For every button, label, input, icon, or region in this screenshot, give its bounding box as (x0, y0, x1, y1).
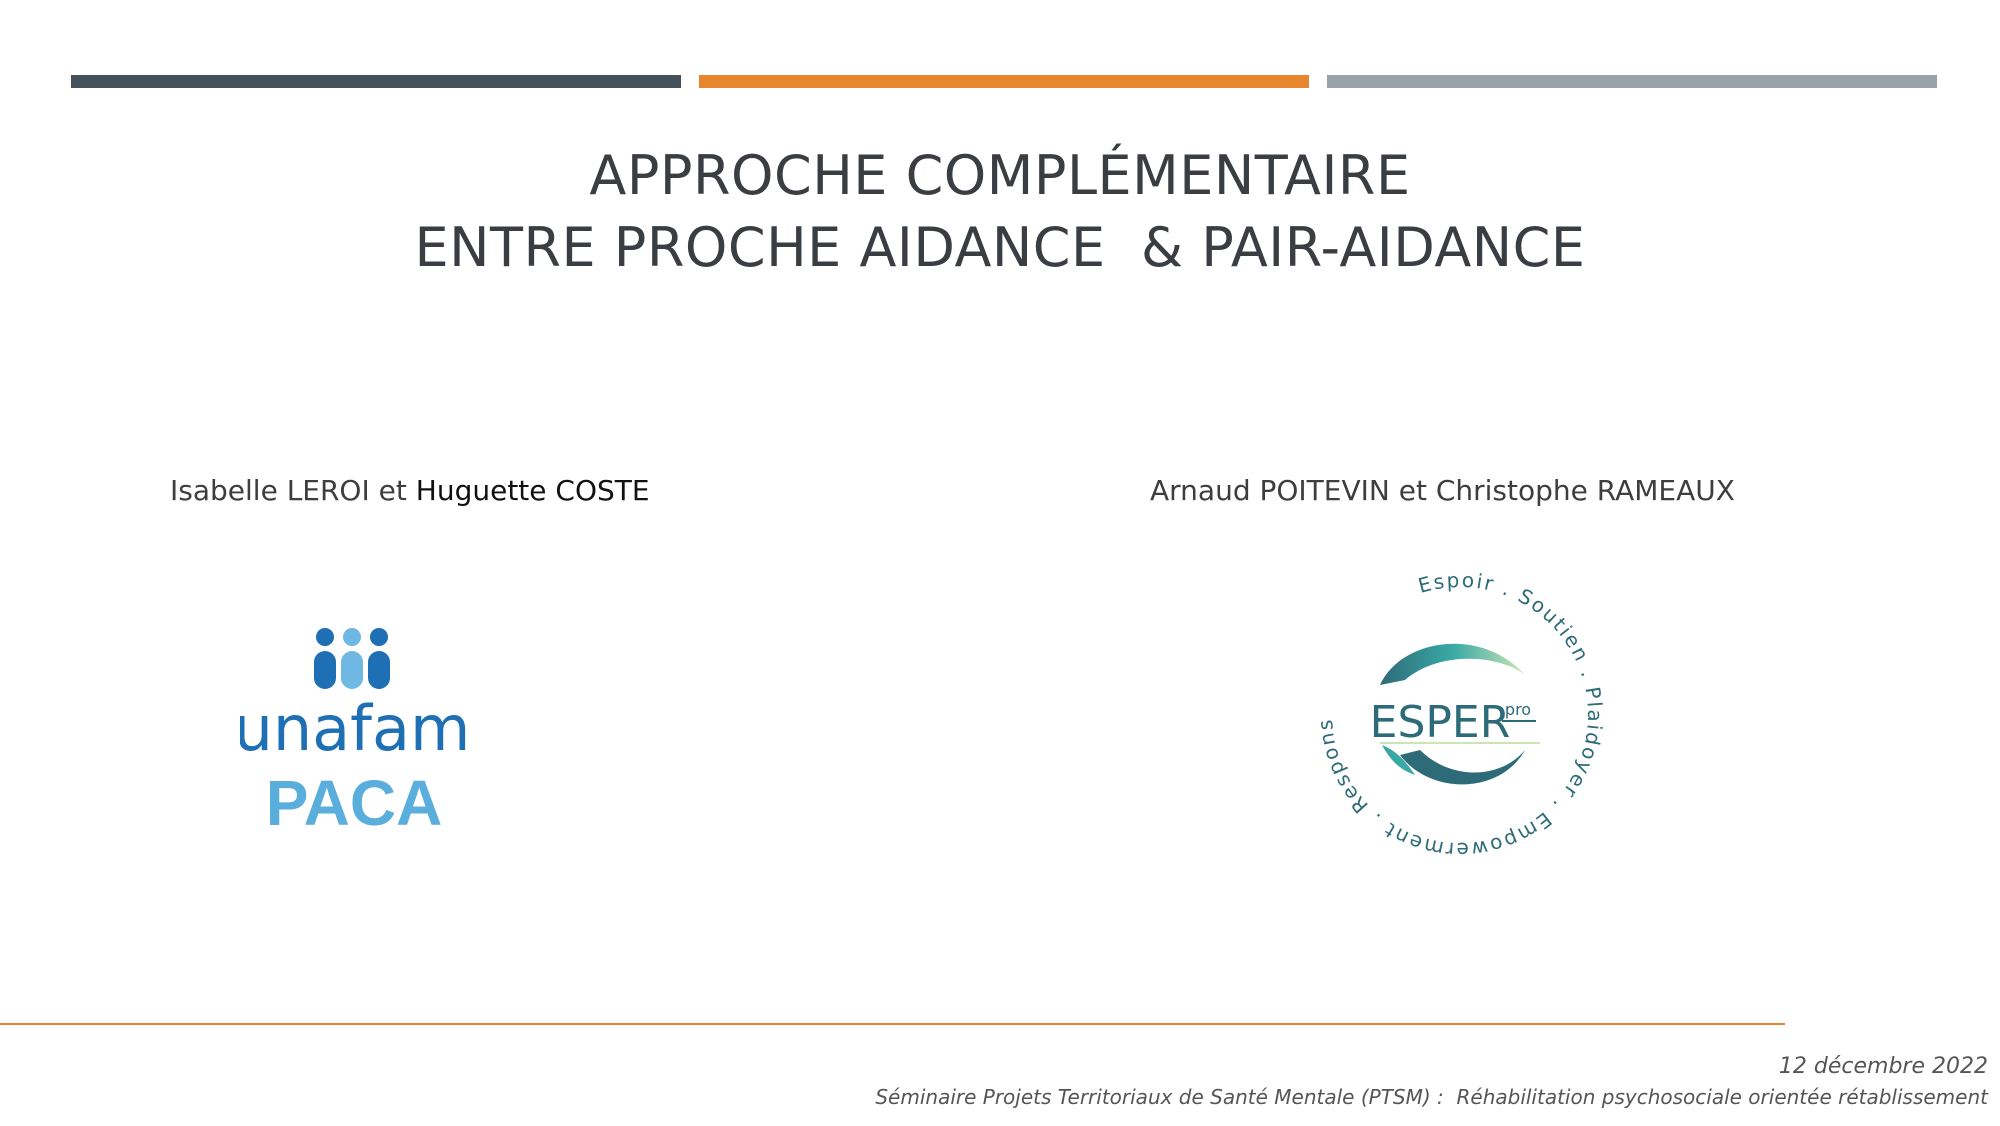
left-presenters (170, 474, 650, 507)
presenter-name-2: Huguette COSTE (415, 474, 650, 507)
right-presenters: Arnaud POITEVIN et Christophe RAMEAUX (1150, 474, 1735, 507)
presenter-connector: et (378, 474, 407, 507)
esper-name: ESPER (1369, 697, 1511, 748)
unafam-wordmark: unafam (240, 692, 470, 765)
top-bar-orange (699, 75, 1309, 88)
footer-divider (0, 1023, 1785, 1025)
unafam-logo (240, 615, 470, 845)
esper-pro-logo (1310, 565, 1610, 865)
footer-date: 12 décembre 2022 (1778, 1054, 1988, 1079)
three-people-icon (240, 615, 470, 845)
footer-seminar: Séminaire Projets Territoriaux de Santé Mentale (PTSM) : Réhabilitation psychosociale orientée rétablissement (875, 1085, 1988, 1109)
presenter-name-1: Isabelle LEROI (170, 474, 370, 507)
slide-title-line2: ENTRE PROCHE AIDANCE & PAIR-AIDANCE (414, 216, 1586, 279)
esper-superscript: pro (1504, 700, 1532, 719)
top-bar-dark (71, 75, 681, 88)
slide-title (0, 140, 2000, 284)
unafam-region: PACA (265, 767, 443, 839)
lower-hand-shape (1400, 750, 1525, 784)
slide-title-line1: APPROCHE COMPLÉMENTAIRE (589, 144, 1411, 207)
top-bar-gray (1327, 75, 1937, 88)
upper-hand-shape (1380, 644, 1525, 685)
esper-ring-text: Espoir . Soutien . Plaidoyer . Empowerment . Respons (1312, 567, 1608, 863)
